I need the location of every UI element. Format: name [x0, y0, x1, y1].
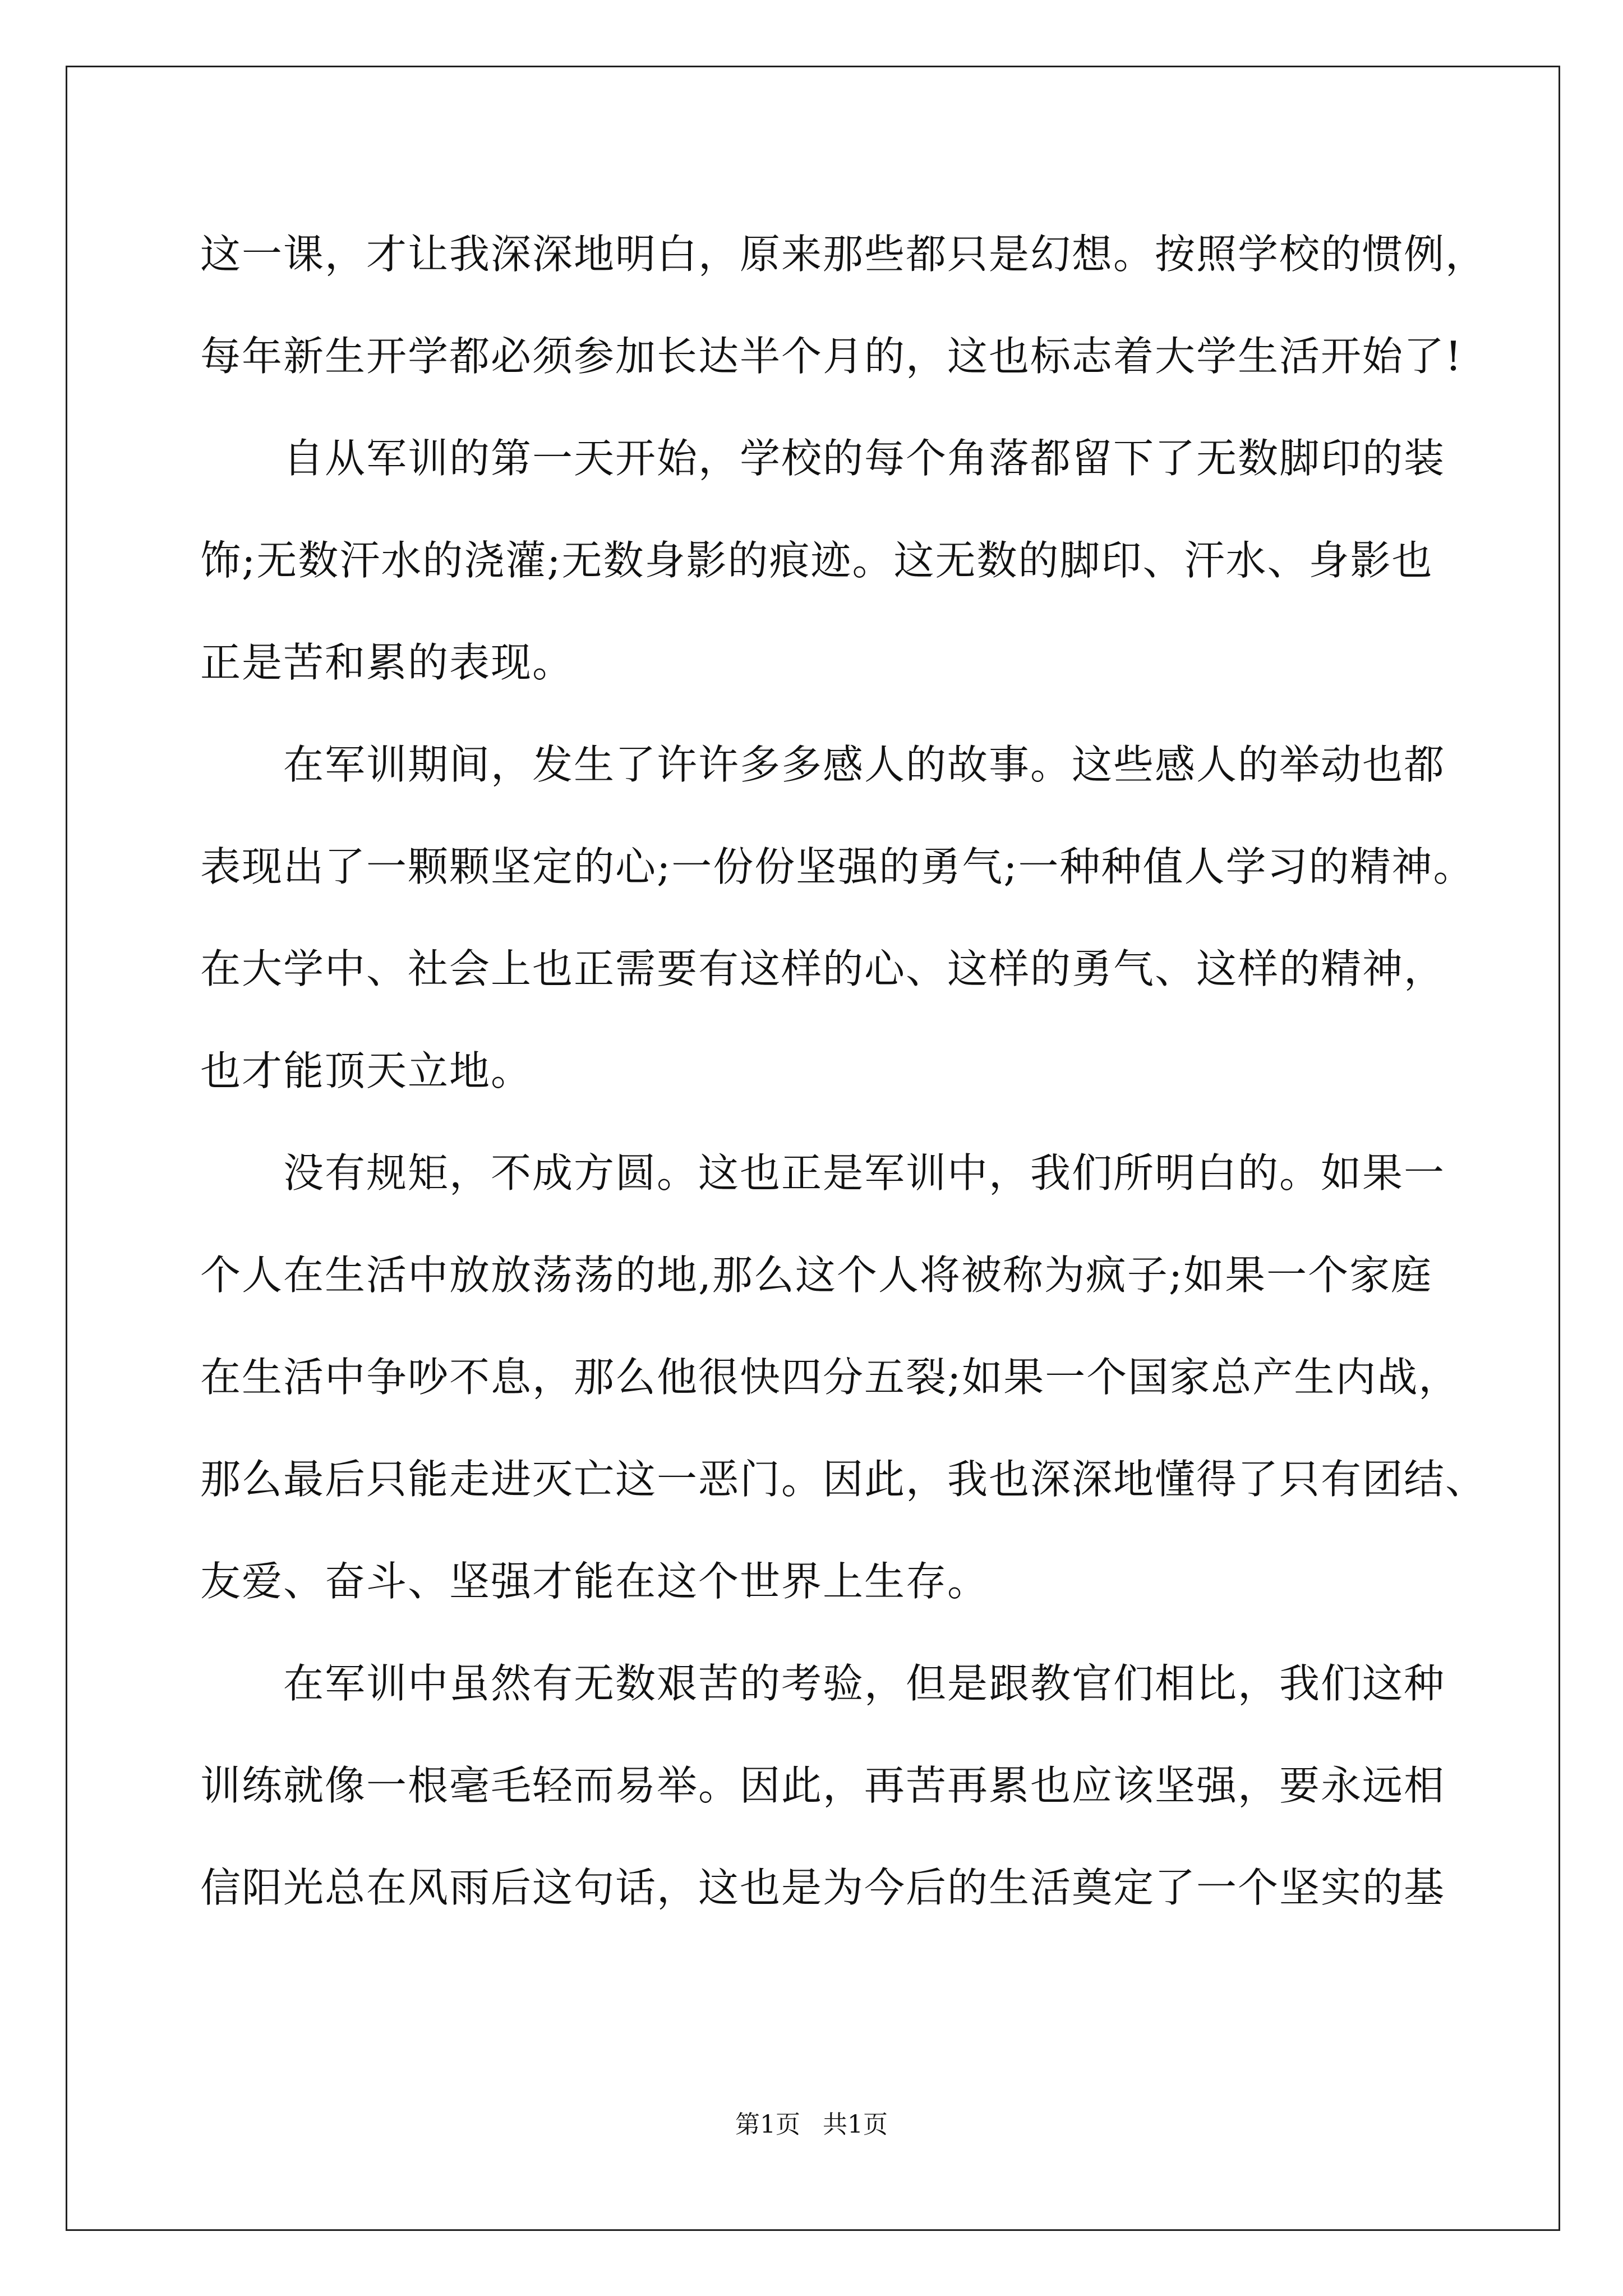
text-line: 也才能顶天立地。 [200, 1047, 533, 1094]
text-line: 在军训中虽然有无数艰苦的考验，但是跟教官们相比，我们这种 [283, 1660, 1446, 1707]
page-number-total: 共1页 [823, 2110, 888, 2139]
text-line: 自从军训的第一天开始，学校的每个角落都留下了无数脚印的装 [283, 435, 1446, 482]
text-line: 个人在生活中放放荡荡的地,那么这个人将被称为疯子;如果一个家庭 [200, 1251, 1433, 1299]
text-line: 没有规矩，不成方圆。这也正是军训中，我们所明白的。如果一 [283, 1149, 1446, 1197]
text-line: 在生活中争吵不息，那么他很快四分五裂;如果一个国家总产生内战， [200, 1354, 1460, 1401]
page-number-current: 第1页 [735, 2110, 800, 2139]
page-footer [0, 2108, 1623, 2142]
text-line: 表现出了一颗颗坚定的心;一份份坚强的勇气;一种种值人学习的精神。 [200, 843, 1475, 890]
text-line: 训练就像一根毫毛轻而易举。因此，再苦再累也应该坚强，要永远相 [200, 1762, 1446, 1809]
text-line: 在大学中、社会上也正需要有这样的心、这样的勇气、这样的精神， [200, 945, 1446, 992]
text-line: 友爱、奋斗、坚强才能在这个世界上生存。 [200, 1558, 989, 1605]
text-line: 那么最后只能走进灭亡这一恶门。因此，我也深深地懂得了只有团结、 [200, 1456, 1487, 1503]
document-body [200, 203, 1487, 1939]
text-line: 在军训期间，发生了许许多多感人的故事。这些感人的举动也都 [283, 741, 1446, 788]
text-line: 饰;无数汗水的浇灌;无数身影的痕迹。这无数的脚印、汗水、身影也 [200, 537, 1433, 584]
text-line: 这一课，才让我深深地明白，原来那些都只是幻想。按照学校的惯例， [200, 231, 1487, 278]
text-line: 信阳光总在风雨后这句话，这也是为今后的生活奠定了一个坚实的基 [200, 1864, 1446, 1911]
text-line: 正是苦和累的表现。 [200, 639, 574, 686]
text-line: 每年新生开学都必须参加长达半个月的，这也标志着大学生活开始了! [200, 333, 1463, 380]
